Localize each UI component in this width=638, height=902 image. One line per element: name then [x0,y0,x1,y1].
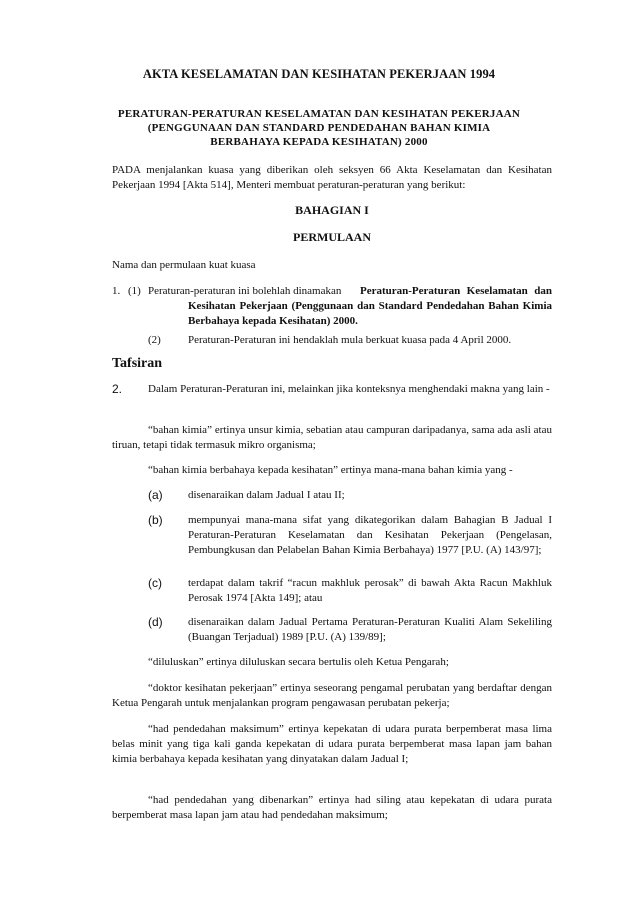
item-a-label: (a) [148,488,163,502]
part-title: PERMULAAN [293,230,371,244]
item-c-text: terdapat dalam takrif “racun makhluk perosak” di bawah Akta Racun Makhluk Perosak 1974 [Akta 149]; atau [188,577,552,604]
definition-bahan-kimia-berbahaya: “bahan kimia berbahaya kepada kesihatan” ertinya mana-mana bahan kimia yang - [148,464,513,476]
regulations-title-line-3: BERBAHAYA KEPADA KESIHATAN) 2000 [210,136,428,148]
preamble: PADA menjalankan kuasa yang diberikan oleh seksyen 66 Akta Keselamatan dan Kesihatan Pekerjaan 1994 [Akta 514], Menteri membuat peraturan-peraturan yang berikut: [112,164,552,191]
definition-bahan-kimia: “bahan kimia” ertinya unsur kimia, sebatian atau campuran daripadanya, sama ada asli atau tiruan, tetapi tidak termasuk mikro organisma; [112,424,552,451]
act-title: AKTA KESELAMATAN DAN KESIHATAN PEKERJAAN 1994 [142,67,496,81]
reg-2-intro: Dalam Peraturan-Peraturan ini, melainkan jika konteksnya menghendaki makna yang lain - [148,383,550,395]
regulations-title [110,107,528,149]
reg-1-sub-1-intro: Peraturan-peraturan ini bolehlah dinamakan [148,285,342,297]
part-heading: BAHAGIAN I [295,203,369,217]
item-d-text: disenaraikan dalam Jadual Pertama Peraturan-Peraturan Kualiti Alam Sekeliling (Buangan Terjadual) 1989 [P.U. (A) 139/89]; [188,616,552,643]
reg-1-citation-name: Peraturan-Peraturan Keselamatan dan Kesihatan Pekerjaan (Penggunaan dan Standard Pendedahan Bahan Kimia Berbahaya kepada Kesihatan) 2000. [188,285,552,327]
item-c-label: (c) [148,576,162,590]
interpretation-heading: Tafsiran [112,356,163,371]
item-a-text: disenaraikan dalam Jadual I atau II; [188,489,345,501]
reg-1-sub-2-label: (2) [148,334,161,346]
reg-1-number: 1. [112,285,121,297]
definition-had-pendedahan-maksimum: “had pendedahan maksimum” ertinya kepekatan di udara purata berpemberat masa lima belas minit yang tiga kali ganda kepekatan di udara purata berpemberat masa lapan jam bahan kimia berbahaya kepada kesihatan yang dinyatakan dalam Jadual I; [112,723,552,765]
reg-1-sub-2-text: Peraturan-Peraturan ini hendaklah mula berkuat kuasa pada 4 April 2000. [188,334,512,346]
regulations-title-line-2: (PENGGUNAAN DAN STANDARD PENDEDAHAN BAHAN KIMIA [147,122,491,134]
reg-1-sub-1-label: (1) [128,285,141,297]
definition-doktor-kesihatan-pekerjaan: “doktor kesihatan pekerjaan” ertinya seseorang pengamal perubatan yang berdaftar dengan Ketua Pengarah untuk menjalankan program pengawasan perubatan pekerja; [112,682,552,709]
definition-had-pendedahan-dibenarkan: “had pendedahan yang dibenarkan” ertinya had siling atau kepekatan di udara purata berpemberat masa lapan jam atau had pendedahan maksimum; [112,794,552,821]
item-b-label: (b) [148,513,163,527]
section-heading: Nama dan permulaan kuat kuasa [112,259,256,271]
reg-2-number: 2. [112,382,123,396]
regulations-title-line-1: PERATURAN-PERATURAN KESELAMATAN DAN KESIHATAN PEKERJAAN [117,108,521,120]
definition-diluluskan: “diluluskan” ertinya diluluskan secara bertulis oleh Ketua Pengarah; [148,656,449,668]
item-d-label: (d) [148,615,163,629]
item-b-text: mempunyai mana-mana sifat yang dikategorikan dalam Bahagian B Jadual I Peraturan-Peraturan Keselamatan dan Kesihatan Pekerjaan (Pengelasan, Pembungkusan dan Pelabelan Bahan Kimia Berbahaya) 1977 [P.U. (A) 143/97]; [188,514,552,556]
